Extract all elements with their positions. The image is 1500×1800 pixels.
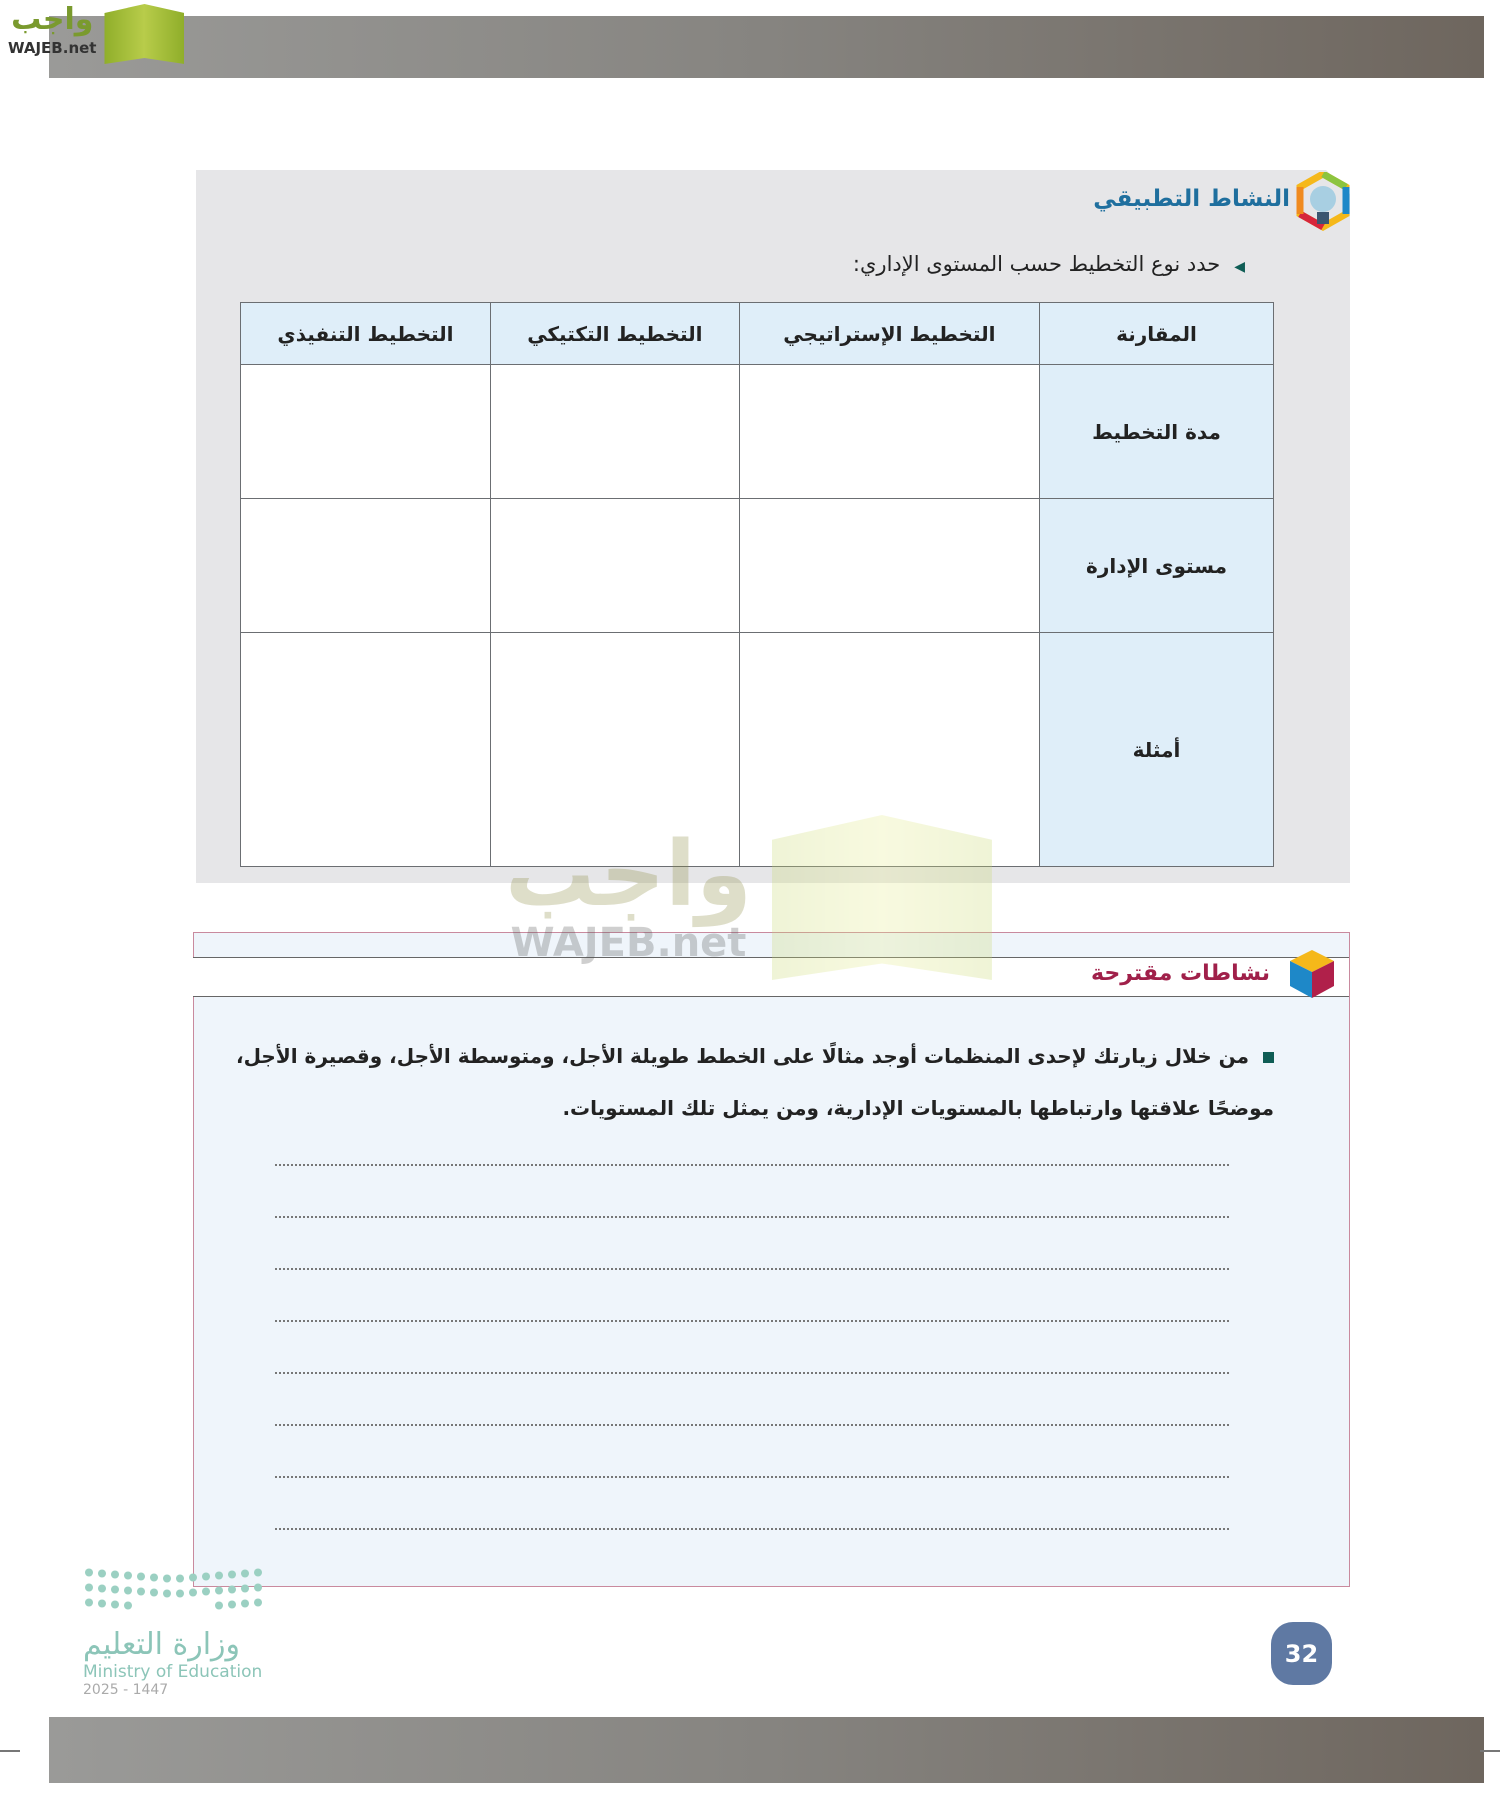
row-label: مدة التخطيط (1040, 365, 1274, 499)
activity-instruction (853, 252, 1245, 276)
suggested-title: نشاطات مقترحة (1091, 961, 1270, 986)
ministry-english: Ministry of Education (83, 1662, 263, 1682)
header-tactical: التخطيط التكتيكي (490, 303, 739, 365)
row-label: أمثلة (1040, 633, 1274, 867)
activity-title: النشاط التطبيقي (1093, 186, 1290, 212)
answer-line[interactable] (275, 1424, 1229, 1426)
wajeb-logo[interactable] (8, 4, 184, 64)
row-label: مستوى الإدارة (1040, 499, 1274, 633)
crop-mark (1480, 1750, 1500, 1752)
answer-cell[interactable] (490, 365, 739, 499)
table-row (241, 499, 1274, 633)
instruction-text: حدد نوع التخطيط حسب المستوى الإداري: (852, 252, 1221, 276)
question-text: من خلال زيارتك لإحدى المنظمات أوجد مثالًا على الخطط طويلة الأجل، ومتوسطة الأجل، وقصيرة الأجل، موضحًا علاقتها وارتباطها بالمستويات الإدارية، ومن يمثل تلك المستويات. (235, 1044, 1274, 1120)
header-comparison: المقارنة (1040, 303, 1274, 365)
answer-line[interactable] (275, 1476, 1229, 1478)
answer-line[interactable] (275, 1372, 1229, 1374)
logo-tld: .net (62, 39, 97, 57)
bullet-triangle-icon: ◀ (1234, 259, 1245, 275)
answer-cell[interactable] (739, 633, 1039, 867)
answer-cell[interactable] (241, 365, 491, 499)
answer-line[interactable] (275, 1528, 1229, 1530)
table-row (241, 365, 1274, 499)
footer-bar (49, 1717, 1484, 1783)
answer-cell[interactable] (739, 365, 1039, 499)
logo-latin: WAJEB (8, 39, 63, 57)
logo-arabic: واجب (11, 2, 94, 37)
answer-line[interactable] (275, 1268, 1229, 1270)
ministry-dots-icon (83, 1563, 268, 1623)
answer-line[interactable] (275, 1320, 1229, 1322)
ministry-logo (83, 1563, 273, 1698)
crop-mark (0, 1750, 20, 1752)
table-row (241, 633, 1274, 867)
page-number: 32 (1271, 1622, 1332, 1685)
watermark-arabic: واجب (505, 821, 752, 927)
header-strategic: التخطيط الإستراتيجي (739, 303, 1039, 365)
table-header-row (241, 303, 1274, 365)
answer-cell[interactable] (241, 499, 491, 633)
ministry-year: 2025 - 1447 (83, 1682, 169, 1698)
book-icon (104, 4, 184, 64)
bullet-square-icon (1263, 1052, 1274, 1063)
answer-cell[interactable] (490, 633, 739, 867)
answer-cell[interactable] (490, 499, 739, 633)
planning-comparison-table (240, 302, 1274, 867)
lightbulb-hexagon-icon (1296, 172, 1350, 232)
header-bar (49, 16, 1484, 78)
answer-line[interactable] (275, 1216, 1229, 1218)
watermark-latin: WAJEB.net (510, 919, 747, 966)
answer-cell[interactable] (739, 499, 1039, 633)
cube-icon (1288, 948, 1336, 1000)
suggested-question (214, 1030, 1274, 1134)
header-operational: التخطيط التنفيذي (241, 303, 491, 365)
ministry-arabic: وزارة التعليم (83, 1627, 241, 1662)
answer-cell[interactable] (241, 633, 491, 867)
answer-line[interactable] (275, 1164, 1229, 1166)
